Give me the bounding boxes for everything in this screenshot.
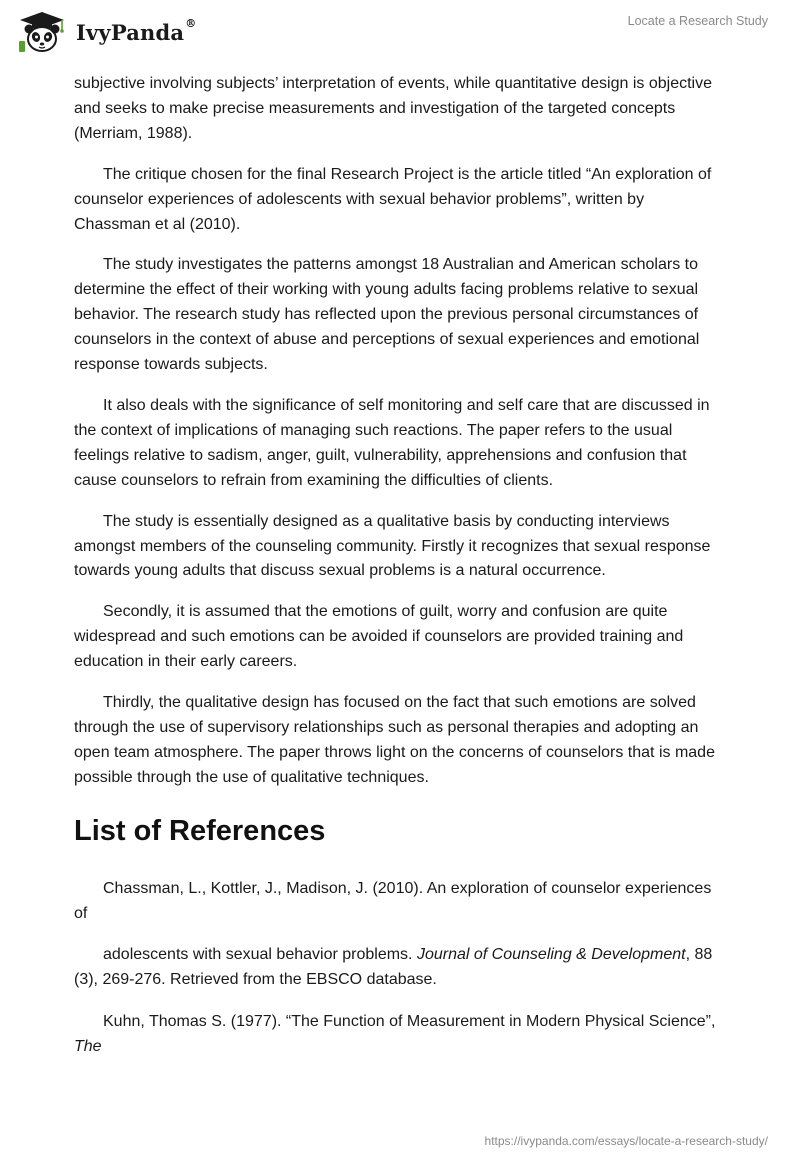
journal-title: Journal of Counseling & Development bbox=[416, 946, 686, 964]
journal-title: The bbox=[74, 1038, 102, 1056]
registered-mark: ® bbox=[185, 16, 197, 30]
essay-content bbox=[74, 72, 724, 1077]
paragraph: The study investigates the patterns amongst 18 Australian and American scholars to determine the effect of their working with young adults facing problems relative to sexual behavior. The research study has reflected upon the previous personal circumstances of counselors in the context of abuse and perceptions of sexual experiences and emotional response towards subjects. bbox=[74, 256, 700, 374]
reference-entry-continued bbox=[74, 943, 724, 993]
source-url[interactable]: https://ivypanda.com/essays/locate-a-research-study/ bbox=[484, 1134, 768, 1148]
reference-text: adolescents with sexual behavior problems. bbox=[103, 946, 417, 964]
paragraph: Thirdly, the qualitative design has focused on the fact that such emotions are solved through the use of supervisory relationships such as personal therapies and adopting an open team atmosphere. The paper throws light on the concerns of counselors that is made possible through the use of qualitative techniques. bbox=[74, 694, 715, 786]
paragraph: It also deals with the significance of self monitoring and self care that are discussed in the context of implications of managing such reactions. The paper refers to the usual feelings relative to sadism, anger, guilt, vulnerability, apprehensions and confusion that cause counselors to refrain from examining the difficulties of clients. bbox=[74, 396, 710, 489]
brand-name: IvyPanda® bbox=[76, 16, 197, 45]
reference-entry: Chassman, L., Kottler, J., Madison, J. (2010). An exploration of counselor experiences of bbox=[74, 879, 712, 922]
page-header bbox=[0, 0, 800, 66]
panda-graduate-icon bbox=[14, 10, 70, 54]
paragraph: The study is essentially designed as a qualitative basis by conducting interviews amongst members of the counseling community. Firstly it recognizes that sexual response towards young adults that discuss sexual problems is a natural occurrence. bbox=[74, 512, 711, 580]
document-title: Locate a Research Study bbox=[627, 14, 768, 28]
brand-logo[interactable] bbox=[14, 10, 196, 54]
reference-entry bbox=[74, 1010, 724, 1060]
reference-text: Kuhn, Thomas S. (1977). “The Function of Measurement in Modern Physical Science”, bbox=[103, 1013, 716, 1031]
paragraph: subjective involving subjects’ interpretation of events, while quantitative design is objective and seeks to make precise measurements and investigation of the targeted concepts (Merriam, 1988). bbox=[74, 75, 712, 142]
reference-text: , 88 (3), 269-276. Retrieved from the EBSCO database. bbox=[74, 946, 713, 989]
paragraph: The critique chosen for the final Research Project is the article titled “An exploration of counselor experiences of adolescents with sexual behavior problems”, written by Chassman et al (2010). bbox=[74, 165, 712, 233]
references-heading: List of References bbox=[74, 814, 326, 847]
paragraph: Secondly, it is assumed that the emotions of guilt, worry and confusion are quite widespread and such emotions can be avoided if counselors are provided training and education in their early careers. bbox=[74, 603, 684, 671]
